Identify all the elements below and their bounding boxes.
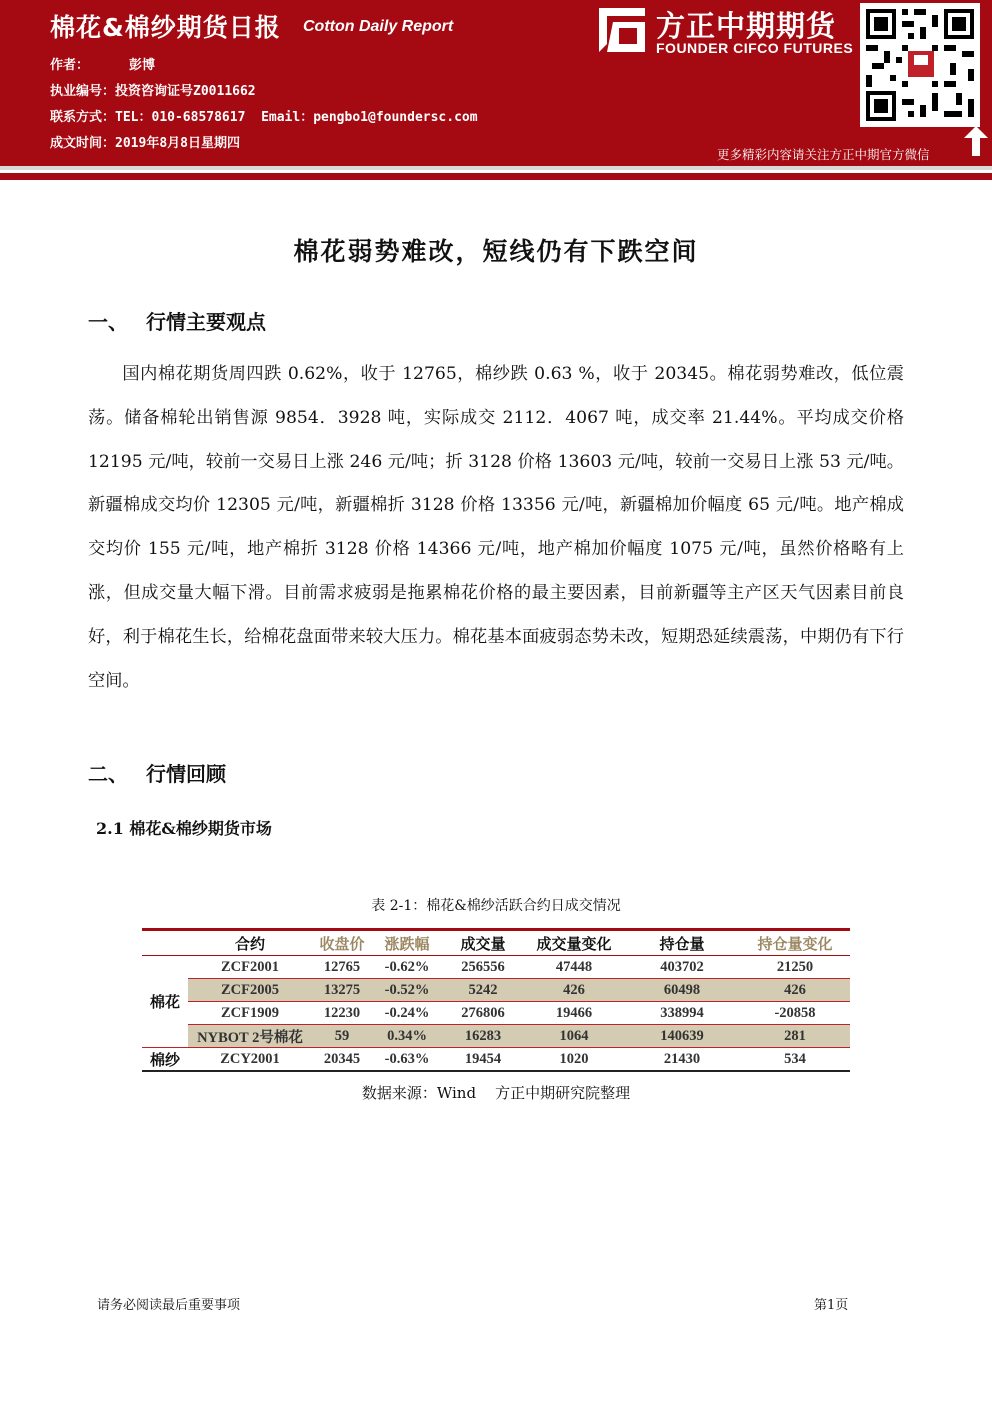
table-row [142,1048,850,1072]
header-oi-change: 持仓量变化 [740,930,850,956]
header-divider-red [0,173,992,180]
date-line [50,132,240,151]
section-2-number: 二、 [88,762,128,786]
cell-volume: 276806 [442,1002,524,1025]
header-divider-gray [0,166,992,170]
table-row [142,979,850,1002]
futures-trading-table [142,928,850,1072]
page-title: 棉花弱势难改，短线仍有下跌空间 [293,237,699,266]
cell-volume: 256556 [442,956,524,979]
cell-change: -0.24% [372,1002,442,1025]
header-change-pct: 涨跌幅 [372,930,442,956]
section-2-title: 行情回顾 [146,762,226,786]
cell-volume-change: 426 [524,979,624,1002]
author-name: 彭博 [129,58,156,73]
market-view-paragraph: 国内棉花期货周四跌 0.62%，收于 12765，棉纱跌 0.63 %，收于 20345。棉花弱势难改，低位震荡。储备棉轮出销售源 9854．3928 吨，实际成交 2112．4067 吨，成交率 21.44%。平均成交价格 12195 元/吨，较前一交易日上涨 246 元/吨；折 3128 价格 13603 元/吨，较前一交易日上涨 53 元/吨。新疆棉成交均价 12305 元/吨，新疆棉折 3128 价格 13356 元/吨，新疆棉加价幅度 65 元/吨。地产棉成交均价 155 元/吨，地产棉折 3128 价格 14366 元/吨，地产棉加价幅度 1075 元/吨，虽然价格略有上涨，但成交量大幅下滑。目前需求疲弱是拖累棉花价格的最主要因素，目前新疆等主产区天气因素目前良好，利于棉花生长，给棉花盘面带来较大压力。棉花基本面疲弱态势未改，短期恐延续震荡，中期仍有下行空间。 [88,364,904,691]
author-line [50,54,155,73]
cell-oi-change: -20858 [740,1002,850,1025]
license-label: 执业编号： [50,84,116,99]
cell-open-interest: 21430 [624,1048,740,1072]
founder-logo-icon [599,8,645,52]
section-1-number: 一、 [88,310,128,334]
header-contract: 合约 [188,930,312,956]
header-open-interest: 持仓量 [624,930,740,956]
table-row [142,1002,850,1025]
cell-change: -0.62% [372,956,442,979]
license-number: 投资咨询证号Z0011662 [115,84,256,99]
cell-volume: 19454 [442,1048,524,1072]
cell-change: -0.63% [372,1048,442,1072]
cell-close: 13275 [312,979,372,1002]
cell-change: 0.34% [372,1025,442,1048]
group-label-yarn: 棉纱 [142,1048,188,1072]
cell-close: 12765 [312,956,372,979]
page-number: 第1页 [814,1298,849,1313]
data-source-note: 数据来源：Wind 方正中期研究院整理 [361,1084,631,1102]
cell-contract: NYBOT 2号棉花 [188,1025,312,1048]
cell-change: -0.52% [372,979,442,1002]
date-label: 成文时间： [50,136,116,151]
report-date: 2019年8月8日星期四 [115,136,240,151]
cell-volume-change: 1064 [524,1025,624,1048]
license-line [50,80,256,99]
logo-chinese-name: 方正中期期货 [656,9,837,43]
cell-close: 20345 [312,1048,372,1072]
section-1-heading [88,306,266,335]
cell-volume: 16283 [442,1025,524,1048]
cell-close: 59 [312,1025,372,1048]
report-header [0,0,992,166]
cell-open-interest: 338994 [624,1002,740,1025]
table-row [142,1025,850,1048]
header-close-price: 收盘价 [312,930,372,956]
table-header-row [142,930,850,956]
cell-oi-change: 281 [740,1025,850,1048]
section-1-title: 行情主要观点 [146,310,266,334]
author-label: 作者： [50,58,90,73]
cell-contract: ZCY2001 [188,1048,312,1072]
header-volume-change: 成交量变化 [524,930,624,956]
cell-close: 12230 [312,1002,372,1025]
cell-volume-change: 1020 [524,1048,624,1072]
subsection-2-1-heading: 2.1 棉花&棉纱期货市场 [96,819,272,838]
report-subtitle: Cotton Daily Report [303,18,454,35]
logo-english-name: FOUNDER CIFCO FUTURES [656,40,854,56]
report-title: 棉花&棉纱期货日报 [50,13,281,42]
cell-volume-change: 19466 [524,1002,624,1025]
group-label-cotton: 棉花 [142,956,188,1048]
table-row [142,956,850,979]
qr-code-icon[interactable] [860,3,980,127]
cell-contract: ZCF2001 [188,956,312,979]
header-volume: 成交量 [442,930,524,956]
contact-label: 联系方式： [50,110,116,125]
section-2-heading [88,758,226,787]
cell-oi-change: 534 [740,1048,850,1072]
cell-open-interest: 403702 [624,956,740,979]
cell-volume: 5242 [442,979,524,1002]
follow-wechat-text[interactable]: 更多精彩内容请关注方正中期官方微信 [717,147,930,162]
contact-info: TEL：010-68578617 Email：pengbo1@foundersc.com [115,110,478,125]
table-caption: 表 2-1：棉花&棉纱活跃合约日成交情况 [371,898,621,914]
cell-oi-change: 21250 [740,956,850,979]
cell-contract: ZCF2005 [188,979,312,1002]
arrow-up-icon [964,126,988,156]
cell-volume-change: 47448 [524,956,624,979]
contact-line [50,106,478,125]
cell-open-interest: 60498 [624,979,740,1002]
cell-oi-change: 426 [740,979,850,1002]
cell-open-interest: 140639 [624,1025,740,1048]
cell-contract: ZCF1909 [188,1002,312,1025]
footer-notice: 请务必阅读最后重要事项 [97,1298,241,1313]
header-group-blank [142,930,188,956]
